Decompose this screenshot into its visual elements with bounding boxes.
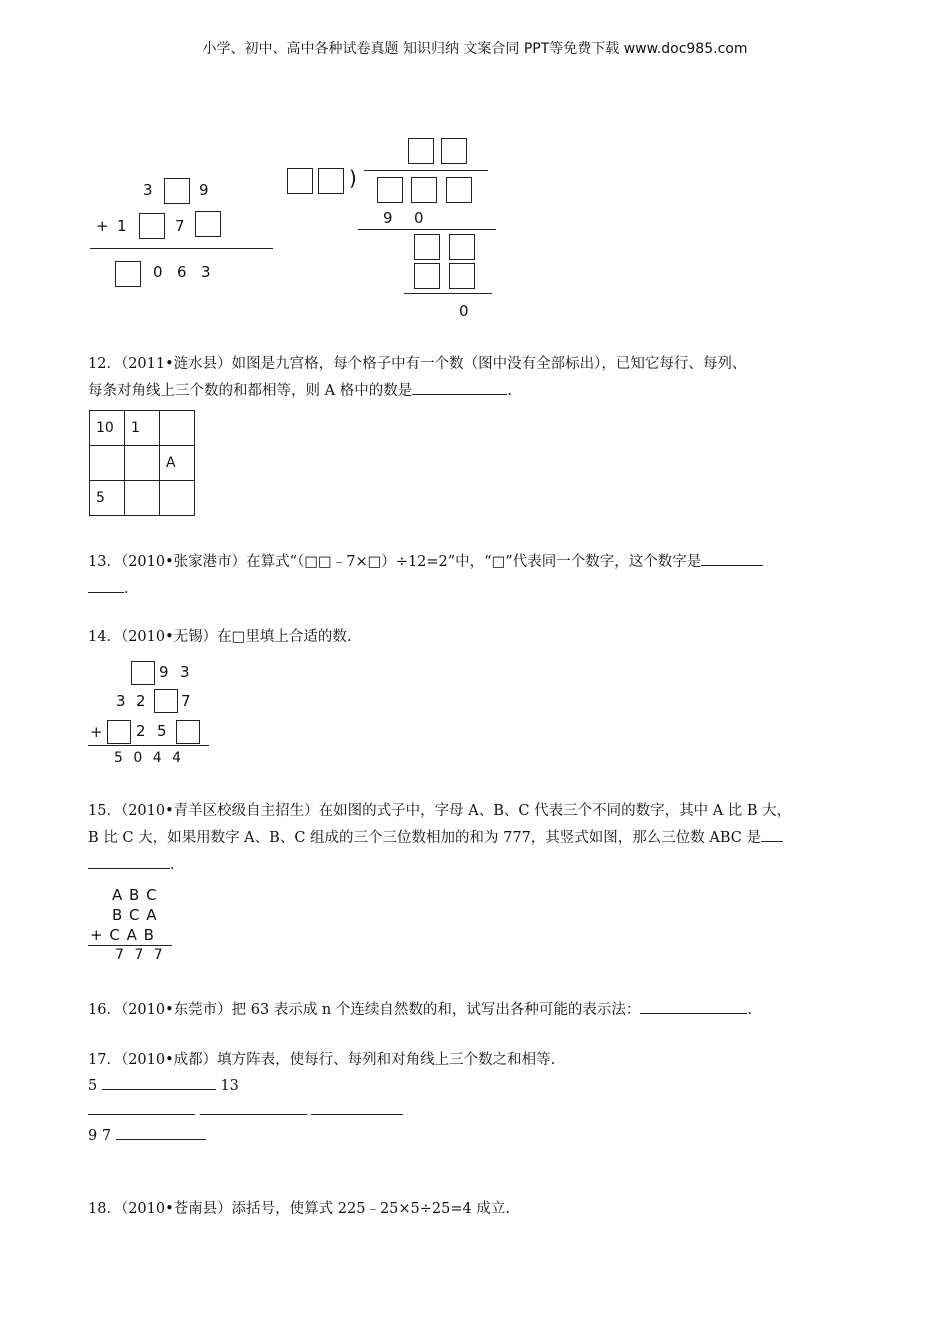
punctuation: .	[124, 581, 129, 597]
grid-cell: A	[160, 446, 195, 481]
digit: 2	[136, 692, 146, 710]
answer-blank[interactable]	[88, 868, 170, 869]
question-text: 16．（2010•东莞市）把 63 表示成 n 个连续自然数的和，试写出各种可能的表示法：	[88, 1002, 641, 1018]
plus-sign: +	[96, 217, 109, 235]
digit: 3	[143, 181, 153, 199]
digit: 9	[159, 663, 169, 681]
answer-box[interactable]	[139, 213, 165, 239]
punctuation: .	[507, 383, 512, 399]
answer-blank[interactable]	[116, 1139, 206, 1140]
answer-box[interactable]	[449, 263, 475, 289]
answer-blank[interactable]	[761, 841, 783, 842]
answer-box[interactable]	[441, 138, 467, 164]
answer-box[interactable]	[154, 689, 178, 713]
addend-row: A B C	[112, 886, 158, 904]
answer-box[interactable]	[408, 138, 434, 164]
digit: 0	[153, 263, 163, 281]
question-17: 17．（2010•成都）填方阵表，使每行、每列和对角线上三个数之和相等.	[88, 1052, 556, 1068]
answer-box[interactable]	[195, 211, 221, 237]
answer-blank[interactable]	[640, 1013, 747, 1014]
page-header: 小学、初中、高中各种试卷真题 知识归纳 文案合同 PPT等免费下载 www.doc985.com	[202, 41, 748, 57]
answer-blank[interactable]	[200, 1114, 307, 1115]
digit: 0	[414, 209, 424, 227]
division-bar	[364, 170, 488, 171]
answer-blank[interactable]	[88, 592, 124, 593]
question-text: B 比 C 大，如果用数字 A、B、C 组成的三个三位数相加的和为 777，其竖式如图，那么三位数 ABC 是	[88, 830, 762, 846]
answer-box[interactable]	[287, 168, 313, 194]
digit: 7	[181, 692, 191, 710]
punctuation: .	[170, 857, 175, 873]
grid-cell	[90, 446, 125, 481]
answer-box[interactable]	[414, 234, 440, 260]
answer-box[interactable]	[377, 177, 403, 203]
sum-line	[90, 248, 273, 249]
answer-box[interactable]	[446, 177, 472, 203]
grid-cell: 5	[90, 481, 125, 516]
plus-sign: +	[90, 723, 103, 741]
digit: 1	[117, 217, 127, 235]
question-12	[88, 351, 868, 405]
answer-blank[interactable]	[311, 1114, 403, 1115]
question-text: 每条对角线上三个数的和都相等，则 A 格中的数是	[88, 383, 413, 399]
digit: 5	[157, 722, 167, 740]
answer-box[interactable]	[318, 168, 344, 194]
square-row-3	[88, 1123, 206, 1150]
grid-cell: 10	[90, 411, 125, 446]
question-text: 12．（2011•涟水县）如图是九宫格，每个格子中有一个数（图中没有全部标出），已知它每行、每列、	[88, 356, 747, 372]
answer-box[interactable]	[131, 661, 155, 685]
addend-row: B C A	[112, 906, 158, 924]
magic-square-grid	[89, 410, 195, 516]
punctuation: .	[747, 1002, 752, 1018]
grid-cell	[160, 411, 195, 446]
question-text: 15．（2010•青羊区校级自主招生）在如图的式子中，字母 A、B、C 代表三个不同的数字，其中 A 比 B 大，	[88, 803, 792, 819]
division-bracket: )	[349, 166, 357, 190]
remainder: 0	[459, 302, 469, 320]
digit: 9	[383, 209, 393, 227]
grid-cell	[125, 446, 160, 481]
question-13	[88, 549, 878, 603]
answer-box[interactable]	[176, 720, 200, 744]
answer-blank[interactable]	[701, 565, 763, 566]
answer-box[interactable]	[449, 234, 475, 260]
digit: 3	[180, 663, 190, 681]
square-row-1	[88, 1073, 239, 1100]
sum-row: 5 0 4 4	[114, 750, 184, 766]
sum-row: 7 7 7	[115, 947, 166, 963]
digit: 9	[199, 181, 209, 199]
subtract-line	[404, 293, 492, 294]
digit: 3	[116, 692, 126, 710]
answer-box[interactable]	[107, 720, 131, 744]
given-number: 13	[220, 1078, 239, 1094]
answer-blank[interactable]	[412, 394, 507, 395]
digit: 7	[175, 217, 185, 235]
sum-line	[88, 745, 209, 746]
grid-cell: 1	[125, 411, 160, 446]
digit: 2	[136, 722, 146, 740]
question-16	[88, 997, 752, 1024]
square-row-2	[88, 1098, 403, 1125]
question-text: 13．（2010•张家港市）在算式“（□□﹣7×□）÷12=2”中，“□”代表同一个数字，这个数字是	[88, 554, 702, 570]
addend-row: + C A B	[90, 926, 155, 944]
answer-box[interactable]	[115, 261, 141, 287]
digit: 3	[201, 263, 211, 281]
grid-cell	[160, 481, 195, 516]
answer-blank[interactable]	[88, 1114, 195, 1115]
subtract-line	[358, 229, 496, 230]
answer-box[interactable]	[411, 177, 437, 203]
grid-cell	[125, 481, 160, 516]
given-number: 5	[88, 1078, 98, 1094]
sum-line	[88, 945, 172, 946]
question-14: 14．（2010•无锡）在□里填上合适的数.	[88, 629, 352, 645]
digit: 6	[177, 263, 187, 281]
question-18: 18．（2010•苍南县）添括号，使算式 225﹣25×5÷25=4 成立.	[88, 1201, 510, 1217]
given-number: 9 7	[88, 1128, 112, 1144]
answer-box[interactable]	[414, 263, 440, 289]
question-15	[88, 798, 878, 879]
answer-blank[interactable]	[102, 1089, 216, 1090]
answer-box[interactable]	[164, 178, 190, 204]
